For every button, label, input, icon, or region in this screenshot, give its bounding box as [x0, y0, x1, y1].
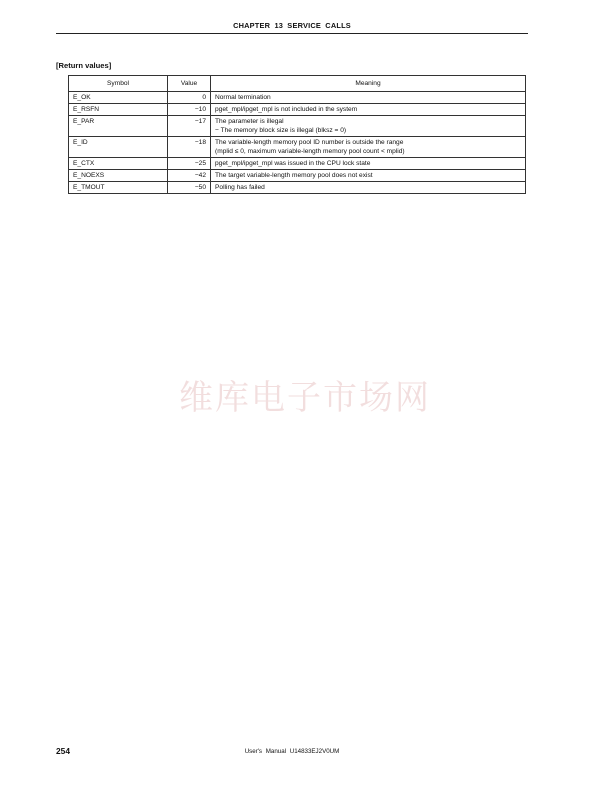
meaning-cell	[211, 170, 526, 182]
symbol-cell: E_RSFN	[69, 104, 168, 116]
table-row	[69, 170, 526, 182]
meaning-line: The parameter is illegal	[215, 118, 284, 125]
value-cell: −50	[168, 182, 211, 194]
symbol-cell: E_TMOUT	[69, 182, 168, 194]
symbol-cell: E_NOEXS	[69, 170, 168, 182]
return-values-table	[68, 75, 526, 194]
symbol-cell: E_ID	[69, 137, 168, 158]
symbol-cell: E_OK	[69, 92, 168, 104]
meaning-line: pget_mpl/ipget_mpl was issued in the CPU lock state	[215, 160, 371, 167]
meaning-subline: − The memory block size is illegal (blksz = 0)	[215, 127, 347, 134]
table-row	[69, 92, 526, 104]
table-row	[69, 104, 526, 116]
meaning-line: Normal termination	[215, 94, 271, 101]
column-header-symbol: Symbol	[69, 76, 168, 92]
table-row	[69, 182, 526, 194]
meaning-line: pget_mpl/ipget_mpl is not included in the system	[215, 106, 358, 113]
symbol-cell: E_CTX	[69, 158, 168, 170]
meaning-line: The variable-length memory pool ID number is outside the range	[215, 139, 404, 146]
meaning-cell	[211, 158, 526, 170]
table-row	[69, 158, 526, 170]
table-header-row	[69, 76, 526, 92]
value-cell: −10	[168, 104, 211, 116]
meaning-cell	[211, 116, 526, 137]
value-cell: −25	[168, 158, 211, 170]
meaning-cell	[211, 104, 526, 116]
meaning-line: The target variable-length memory pool does not exist	[215, 172, 373, 179]
section-title: [Return values]	[56, 61, 112, 70]
manual-reference: User's Manual U14833EJ2V0UM	[244, 748, 340, 755]
meaning-cell	[211, 137, 526, 158]
column-header-meaning: Meaning	[211, 76, 526, 92]
symbol-cell: E_PAR	[69, 116, 168, 137]
table-row	[69, 137, 526, 158]
value-cell: 0	[168, 92, 211, 104]
value-cell: −42	[168, 170, 211, 182]
table-row	[69, 116, 526, 137]
page-number: 254	[56, 746, 70, 756]
value-cell: −17	[168, 116, 211, 137]
value-cell: −18	[168, 137, 211, 158]
meaning-cell	[211, 92, 526, 104]
meaning-cell	[211, 182, 526, 194]
meaning-subline: (mplid ≤ 0, maximum variable-length memory pool count < mplid)	[215, 148, 405, 155]
chapter-header: CHAPTER 13 SERVICE CALLS	[56, 21, 528, 34]
meaning-line: Polling has failed	[215, 184, 265, 191]
watermark-text: 维库电子市场网	[179, 378, 431, 418]
column-header-value: Value	[168, 76, 211, 92]
